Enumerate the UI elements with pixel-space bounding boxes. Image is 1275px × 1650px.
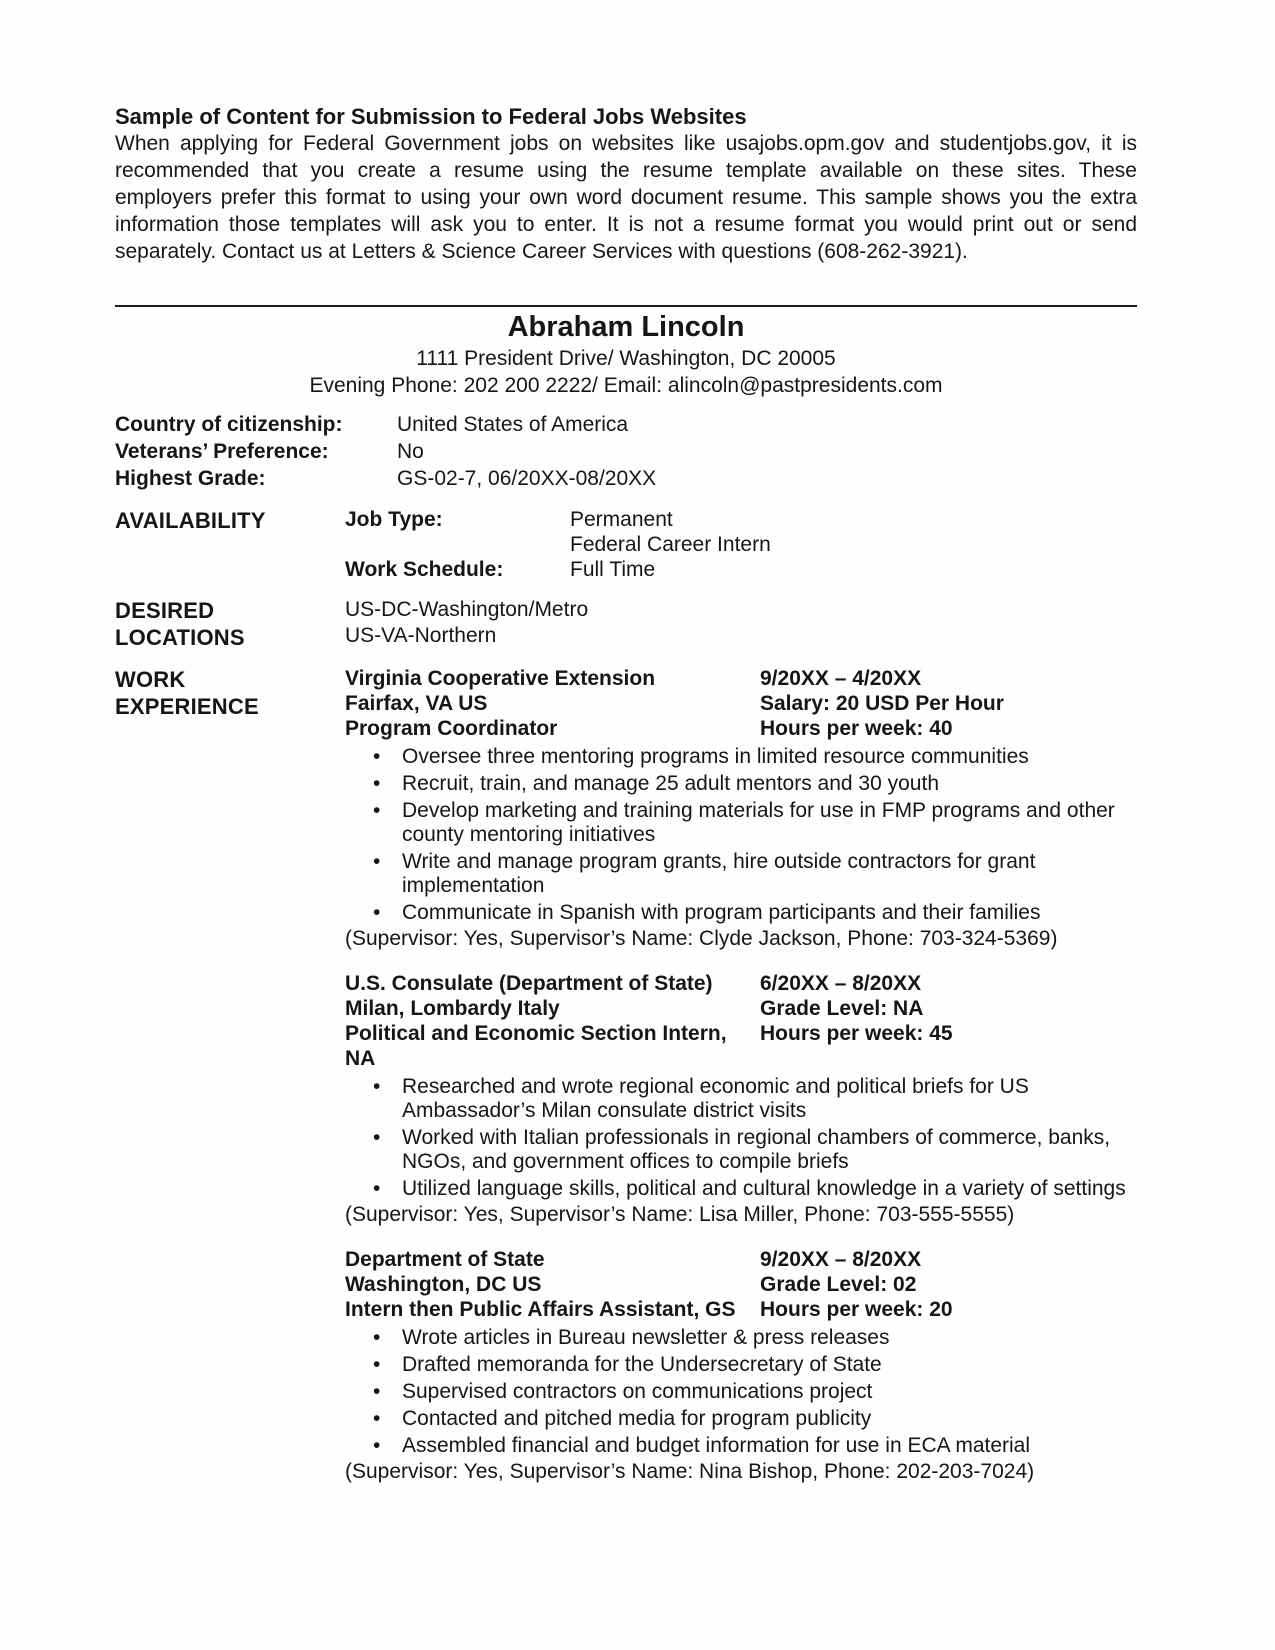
job-bullet: • Worked with Italian professionals in regional chambers of commerce, banks, NGOs, and government offices to compile briefs: [345, 1126, 1137, 1174]
job-bullets: [345, 1075, 1137, 1201]
section-divider: [115, 305, 1137, 307]
job-supervisor: (Supervisor: Yes, Supervisor’s Name: Clyde Jackson, Phone: 703-324-5369): [345, 927, 1058, 950]
job-right-column: [760, 971, 1137, 1071]
availability-section: [115, 507, 1137, 582]
job-bullet: • Assembled financial and budget information for use in ECA material: [345, 1434, 1137, 1458]
job-right-column: [760, 666, 1137, 741]
job-bullet: • Develop marketing and training materials for use in FMP programs and other county mentoring initiatives: [345, 799, 1137, 847]
job-dates: 9/20XX – 8/20XX: [760, 1248, 922, 1271]
job-organization: U.S. Consulate (Department of State): [345, 972, 713, 995]
job-bullet: • Utilized language skills, political and cultural knowledge in a variety of settings: [345, 1177, 1137, 1201]
job-bullet: • Drafted memoranda for the Undersecretary of State: [345, 1353, 1137, 1377]
jobs-list: [345, 666, 1137, 1484]
job-location: Washington, DC US: [345, 1273, 542, 1296]
job-type-label: Job Type:: [345, 508, 443, 531]
job-hours: Hours per week: 20: [760, 1298, 953, 1321]
job-title: Program Coordinator: [345, 717, 558, 740]
job-bullet: • Wrote articles in Bureau newsletter & press releases: [345, 1326, 1137, 1350]
work-label-line1: WORK: [115, 667, 186, 692]
job-supervisor: (Supervisor: Yes, Supervisor’s Name: Lisa Miller, Phone: 703-555-5555): [345, 1203, 1015, 1226]
job-left-column: [345, 666, 760, 741]
job-header: [345, 666, 1137, 741]
work-schedule-value: Full Time: [570, 558, 656, 581]
job-salary: Salary: 20 USD Per Hour: [760, 692, 1004, 715]
person-header: [115, 309, 1137, 399]
job-location: Fairfax, VA US: [345, 692, 488, 715]
job-hours: Hours per week: 40: [760, 717, 953, 740]
job-entry: [345, 971, 1137, 1227]
job-bullet: • Researched and wrote regional economic and political briefs for US Ambassador’s Milan consulate district visits: [345, 1075, 1137, 1123]
profile-row-veterans-preference: [115, 438, 1137, 465]
desired-locations-section-label: [115, 597, 345, 651]
desired-label-line1: DESIRED: [115, 598, 215, 623]
job-grade: Grade Level: NA: [760, 997, 924, 1020]
job-location: Milan, Lombardy Italy: [345, 997, 560, 1020]
desired-location: US-DC-Washington/Metro: [345, 598, 589, 621]
job-dates: 9/20XX – 4/20XX: [760, 667, 922, 690]
availability-row-job-type: [345, 507, 1137, 557]
availability-section-label: AVAILABILITY: [115, 508, 266, 533]
job-bullets: [345, 745, 1137, 925]
intro-paragraph: When applying for Federal Government jobs on websites like usajobs.opm.gov and studentjobs.gov, it is recommended that you create a resume using the resume template available on these sites. These employers prefer this format to using your own word document resume. This sample shows you the extra information those templates will ask you to enter. It is not a resume format you would print out or send separately. Contact us at Letters & Science Career Services with questions (608-262-3921).: [115, 132, 1137, 263]
job-title: Intern then Public Affairs Assistant, GS: [345, 1298, 736, 1321]
job-grade: Grade Level: 02: [760, 1273, 917, 1296]
highest-grade-value: GS-02-7, 06/20XX-08/20XX: [397, 467, 657, 490]
job-bullet: • Supervised contractors on communications project: [345, 1380, 1137, 1404]
job-bullet: • Write and manage program grants, hire outside contractors for grant implementation: [345, 850, 1137, 898]
desired-location: US-VA-Northern: [345, 624, 497, 647]
job-supervisor: (Supervisor: Yes, Supervisor’s Name: Nina Bishop, Phone: 202-203-7024): [345, 1460, 1035, 1483]
job-organization: Department of State: [345, 1248, 545, 1271]
work-experience-section-label: [115, 666, 345, 1484]
job-entry: [345, 1247, 1137, 1484]
desired-locations-section: [115, 597, 1137, 651]
job-left-column: [345, 1247, 760, 1322]
veterans-preference-label: Veterans’ Preference:: [115, 440, 329, 463]
job-hours: Hours per week: 45: [760, 1022, 953, 1045]
job-bullet: • Oversee three mentoring programs in limited resource communities: [345, 745, 1137, 769]
highest-grade-label: Highest Grade:: [115, 467, 266, 490]
work-label-line2: EXPERIENCE: [115, 694, 259, 719]
job-type-value: Federal Career Intern: [570, 533, 771, 556]
job-dates: 6/20XX – 8/20XX: [760, 972, 922, 995]
work-experience-section: [115, 666, 1137, 1484]
work-schedule-values: [570, 557, 1137, 582]
job-entry: [345, 666, 1137, 951]
desired-locations-values: [345, 597, 1137, 651]
job-title: Political and Economic Section Intern, NA: [345, 1022, 727, 1070]
availability-body: [345, 507, 1137, 582]
intro-title: Sample of Content for Submission to Federal Jobs Websites: [115, 104, 747, 129]
job-type-values: [570, 507, 1137, 557]
availability-row-work-schedule: [345, 557, 1137, 582]
profile-row-citizenship: [115, 411, 1137, 438]
person-name: Abraham Lincoln: [507, 311, 745, 343]
profile-section: [115, 411, 1137, 492]
citizenship-value: United States of America: [397, 413, 629, 436]
job-type-value: Permanent: [570, 508, 673, 531]
job-organization: Virginia Cooperative Extension: [345, 667, 656, 690]
job-bullets: [345, 1326, 1137, 1458]
job-bullet: • Recruit, train, and manage 25 adult mentors and 30 youth: [345, 772, 1137, 796]
intro-section: [115, 103, 1137, 265]
citizenship-label: Country of citizenship:: [115, 413, 343, 436]
job-header: [345, 971, 1137, 1071]
job-right-column: [760, 1247, 1137, 1322]
job-left-column: [345, 971, 760, 1071]
profile-row-highest-grade: [115, 465, 1137, 492]
person-address: 1111 President Drive/ Washington, DC 20005: [416, 347, 836, 370]
job-bullet: • Communicate in Spanish with program participants and their families: [345, 901, 1137, 925]
veterans-preference-value: No: [397, 440, 424, 463]
work-schedule-label: Work Schedule:: [345, 558, 504, 581]
person-contact: Evening Phone: 202 200 2222/ Email: alincoln@pastpresidents.com: [309, 374, 943, 397]
job-header: [345, 1247, 1137, 1322]
desired-label-line2: LOCATIONS: [115, 625, 245, 650]
job-bullet: • Contacted and pitched media for program publicity: [345, 1407, 1137, 1431]
